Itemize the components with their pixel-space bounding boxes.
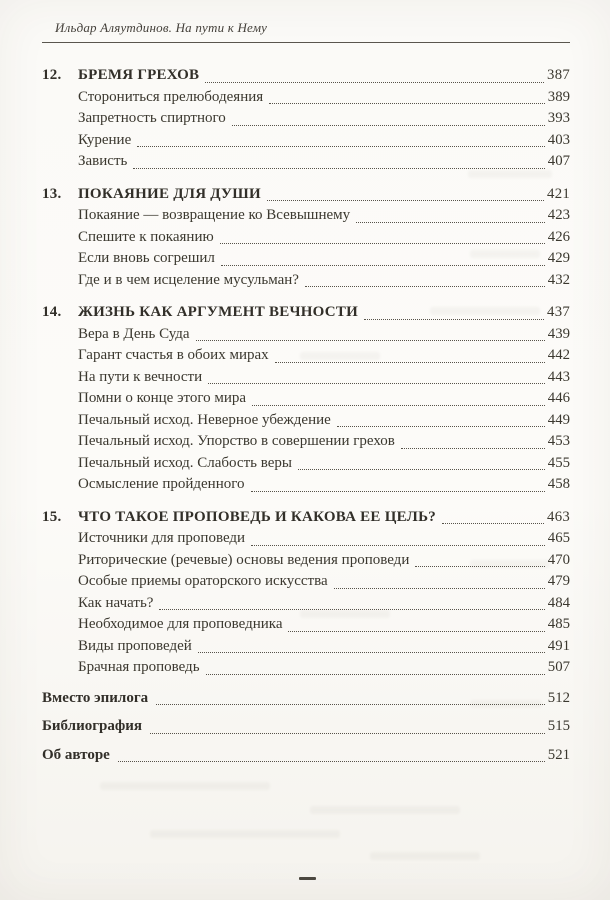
dot-leader [288,631,544,632]
toc-page-number: 403 [547,131,570,148]
dot-leader [267,200,544,201]
toc-section-heading [42,302,570,324]
toc-page-number: 432 [547,271,570,288]
dot-leader [208,383,545,384]
toc-page-number: 458 [547,476,570,492]
dot-leader [221,265,545,266]
show-through-text [150,830,340,838]
toc-entry-title: Помни о конце этого мира [78,390,247,406]
toc-item [42,550,570,572]
toc-entry-title: БРЕМЯ ГРЕХОВ [78,67,200,83]
toc-page-number: 442 [547,347,570,363]
toc-entry-title: Печальный исход. Упорство в совершении грехов [78,433,395,449]
toc-page-number: 443 [547,368,570,385]
dot-leader [364,319,544,320]
toc-page-number: 421 [547,185,570,202]
toc-item [42,345,570,367]
toc-entry-title: На пути к вечности [78,368,203,385]
toc-page-number: 449 [547,411,570,428]
toc-entry-title: Вера в День Суда [78,325,190,342]
toc-item [42,324,570,346]
toc-item [42,410,570,432]
table-of-contents [42,65,570,766]
toc-entry-title: Гарант счастья в обоих мирах [78,347,269,363]
toc-section-heading [42,65,570,87]
toc-page-number: 479 [547,573,570,589]
dot-leader [415,566,544,567]
toc-section [42,302,570,496]
dot-leader [252,405,545,406]
dot-leader [334,588,545,589]
dot-leader [337,426,545,427]
show-through-text [100,782,270,790]
toc-entry-title: Виды проповедей [78,637,192,654]
toc-entry-title: Печальный исход. Неверное убеждение [78,411,331,428]
toc-back-matter-item [42,688,570,710]
dot-leader [401,448,545,449]
toc-item [42,205,570,227]
toc-section [42,184,570,292]
toc-entry-title: Осмысление пройденного [78,476,245,492]
toc-item [42,151,570,173]
toc-item [42,227,570,249]
toc-page-number: 512 [547,689,570,706]
toc-page-number: 426 [547,228,570,245]
toc-item [42,270,570,292]
toc-entry-title: Необходимое для проповедника [78,616,283,632]
toc-page-number: 465 [547,530,570,546]
toc-item [42,87,570,109]
toc-back-matter-item [42,716,570,738]
toc-page-number: 491 [547,637,570,654]
dot-leader [159,609,544,610]
dot-leader [251,545,545,546]
toc-entry-title: ПОКАЯНИЕ ДЛЯ ДУШИ [78,185,261,202]
toc-page-number: 437 [547,304,570,320]
dot-leader [305,286,545,287]
toc-item [42,657,570,679]
toc-item [42,248,570,270]
dot-leader [442,523,544,524]
toc-section-heading [42,184,570,206]
toc-page-number: 470 [547,551,570,568]
dot-leader [205,82,544,83]
dot-leader [156,704,545,705]
toc-page-number: 389 [547,88,570,105]
toc-page-number: 521 [547,746,570,763]
toc-entry-title: Вместо эпилога [42,689,149,706]
toc-item [42,614,570,636]
toc-section-number: 13. [42,185,62,202]
toc-page-number: 439 [547,325,570,342]
dot-leader [298,469,545,470]
dot-leader [137,146,545,147]
toc-back-matter-item [42,745,570,767]
toc-back-matter [42,688,570,767]
toc-item [42,474,570,496]
dot-leader [196,340,545,341]
toc-item [42,593,570,615]
toc-page-number: 453 [547,433,570,449]
toc-item [42,571,570,593]
dot-leader [232,125,545,126]
show-through-text [370,852,480,860]
running-header-text: Ильдар Аляутдинов. На пути к Нему [55,20,268,35]
toc-page-number: 429 [547,250,570,266]
toc-entry-title: Особые приемы ораторского искусства [78,573,328,589]
toc-entry-title: Печальный исход. Слабость веры [78,454,292,471]
toc-item [42,453,570,475]
dot-leader [118,761,545,762]
toc-item [42,130,570,152]
toc-section [42,65,570,173]
toc-page-number: 423 [547,207,570,223]
toc-entry-title: Сторониться прелюбодеяния [78,88,264,105]
dot-leader [220,243,545,244]
toc-entry-title: Библиография [42,718,143,734]
toc-item [42,431,570,453]
toc-page-number: 455 [547,454,570,471]
toc-section-number: 14. [42,304,62,320]
toc-item [42,367,570,389]
toc-entry-title: Брачная проповедь [78,659,200,675]
toc-item [42,108,570,130]
dot-leader [150,733,545,734]
binding-mark [299,877,316,880]
dot-leader [269,103,545,104]
toc-section-heading [42,507,570,529]
toc-page-number: 485 [547,616,570,632]
dot-leader [133,168,544,169]
toc-entry-title: Курение [78,131,132,148]
toc-entry-title: Об авторе [42,746,110,763]
toc-entry-title: ЖИЗНЬ КАК АРГУМЕНТ ВЕЧНОСТИ [78,304,359,320]
running-header [42,20,570,43]
toc-page-number: 393 [547,110,570,126]
toc-page-number: 507 [547,659,570,675]
toc-entry-title: Как начать? [78,594,154,611]
toc-page-number: 515 [547,718,570,734]
toc-item [42,636,570,658]
dot-leader [206,674,545,675]
dot-leader [275,362,545,363]
toc-entry-title: Зависть [78,153,128,169]
toc-entry-title: ЧТО ТАКОЕ ПРОПОВЕДЬ И КАКОВА ЕЕ ЦЕЛЬ? [78,508,437,525]
toc-section-number: 15. [42,508,62,525]
toc-section-number: 12. [42,67,62,83]
toc-entry-title: Запретность спиртного [78,110,226,126]
dot-leader [356,222,545,223]
toc-page-number: 446 [547,390,570,406]
toc-page-number: 407 [547,153,570,169]
toc-entry-title: Где и в чем исцеление мусульман? [78,271,299,288]
toc-item [42,388,570,410]
toc-page-number: 387 [547,67,570,83]
toc-entry-title: Покаяние — возвращение ко Всевышнему [78,207,351,223]
toc-entry-title: Источники для проповеди [78,530,246,546]
dot-leader [198,652,545,653]
dot-leader [251,491,545,492]
toc-item [42,528,570,550]
toc-page-number: 463 [547,508,570,525]
toc-entry-title: Если вновь согрешил [78,250,215,266]
toc-page-number: 484 [547,594,570,611]
show-through-text [310,806,460,814]
toc-entry-title: Риторические (речевые) основы ведения проповеди [78,551,410,568]
toc-entry-title: Спешите к покаянию [78,228,214,245]
toc-section [42,507,570,679]
